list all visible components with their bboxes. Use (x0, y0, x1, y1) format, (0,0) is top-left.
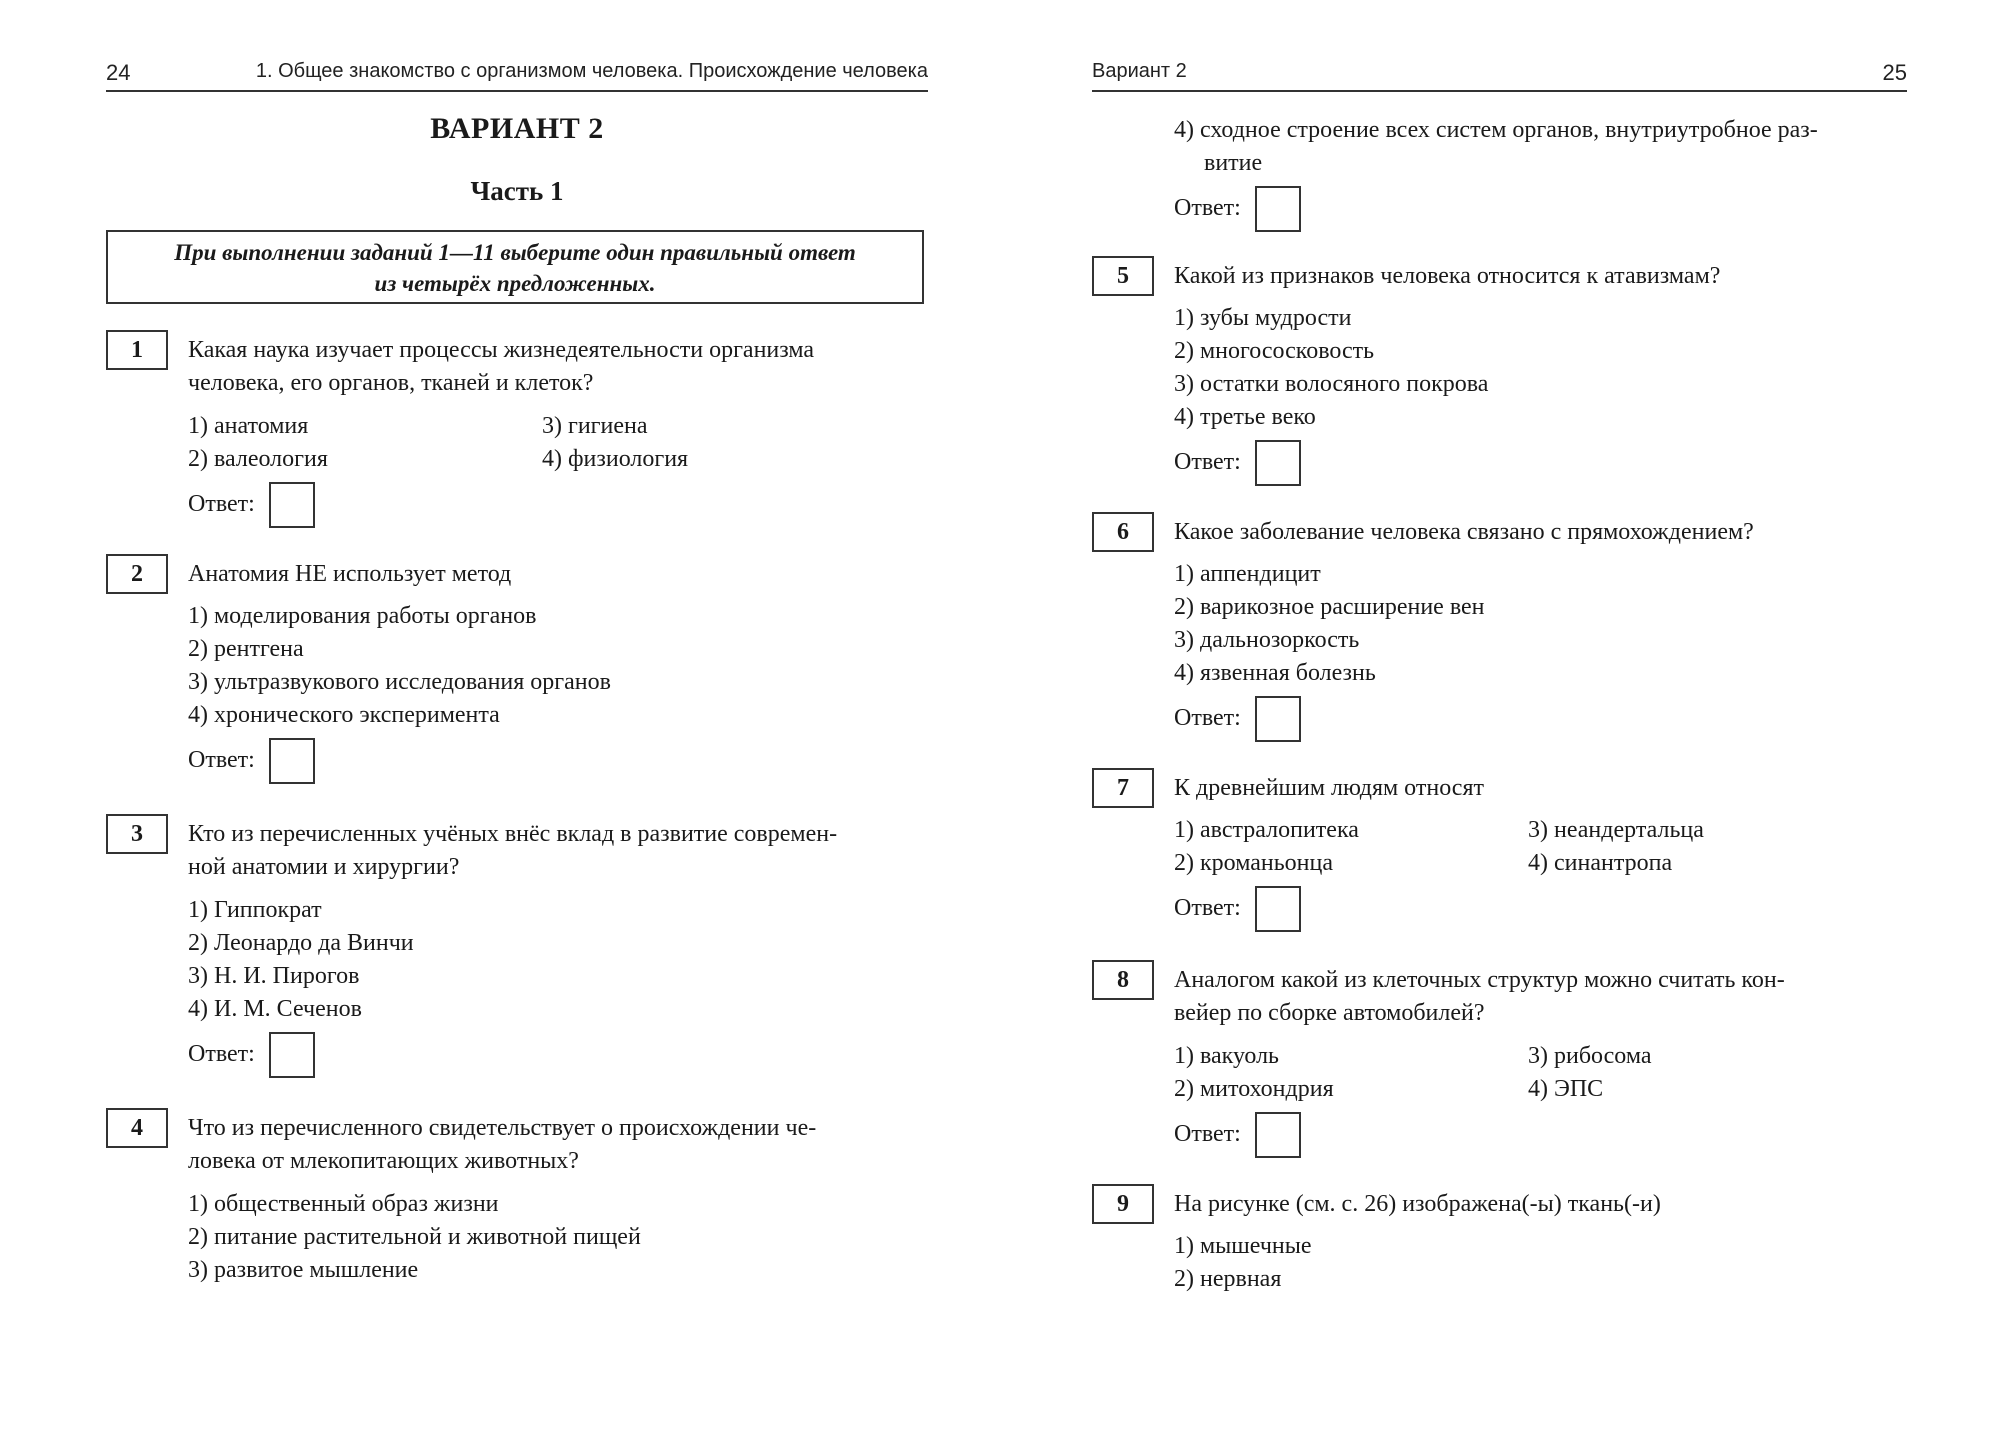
answer-box[interactable] (269, 482, 315, 528)
option[interactable]: 2) нервная (1174, 1266, 1282, 1292)
question-text-line: К древнейшим людям относят (1174, 775, 1484, 801)
question-text (1174, 964, 1922, 1030)
question-number: 9 (1092, 1184, 1154, 1224)
question-text (1174, 260, 1922, 293)
answer-row (188, 1032, 315, 1078)
question-number: 1 (106, 330, 168, 370)
answer-box[interactable] (269, 738, 315, 784)
question-text-line: вейер по сборке автомобилей? (1174, 1000, 1485, 1026)
option[interactable]: 4) И. М. Сеченов (188, 996, 362, 1022)
option[interactable]: 4) синантропа (1528, 850, 1673, 876)
options (188, 894, 936, 1026)
option-continuation: витие (1204, 150, 1263, 176)
answer-row (1174, 696, 1301, 742)
options (188, 600, 936, 732)
answer-label: Ответ: (1174, 195, 1241, 221)
option[interactable]: 3) гигиена (542, 413, 648, 439)
question-8 (1092, 960, 1922, 1147)
question-text (188, 558, 936, 591)
option[interactable]: 2) питание растительной и животной пищей (188, 1224, 641, 1250)
answer-row (188, 482, 315, 528)
page-number: 25 (1882, 60, 1907, 85)
answer-label: Ответ: (1174, 449, 1241, 475)
question-text (1174, 772, 1922, 805)
answer-label: Ответ: (1174, 705, 1241, 731)
answer-row (1174, 1112, 1301, 1158)
option[interactable]: 3) дальнозоркость (1174, 627, 1360, 653)
option[interactable]: 2) митохондрия (1174, 1076, 1334, 1102)
options (1174, 114, 1922, 180)
question-number: 7 (1092, 768, 1154, 808)
answer-row (1174, 186, 1301, 232)
option[interactable]: 2) варикозное расширение вен (1174, 594, 1485, 620)
option[interactable]: 3) ультразвукового исследования органов (188, 669, 611, 695)
options (1174, 558, 1922, 690)
instruction-line: При выполнении заданий 1—11 выберите один правильный ответ (174, 240, 856, 265)
variant-title: ВАРИАНТ 2 (430, 112, 604, 145)
answer-label: Ответ: (188, 747, 255, 773)
option[interactable]: 1) Гиппократ (188, 897, 322, 923)
answer-box[interactable] (1255, 1112, 1301, 1158)
option[interactable]: 3) Н. И. Пирогов (188, 963, 360, 989)
option[interactable]: 2) Леонардо да Винчи (188, 930, 414, 956)
option[interactable]: 4) хронического эксперимента (188, 702, 500, 728)
running-head: Вариант 2 (1092, 60, 1187, 82)
option[interactable]: 2) рентгена (188, 636, 304, 662)
question-text-line: ловека от млекопитающих животных? (188, 1148, 579, 1174)
question-number: 3 (106, 814, 168, 854)
question-text-line: Аналогом какой из клеточных структур можно считать кон- (1174, 967, 1785, 993)
option[interactable]: 3) рибосома (1528, 1043, 1652, 1069)
question-1 (106, 330, 936, 517)
option[interactable]: 4) сходное строение всех систем органов, внутриутробное раз- (1174, 117, 1818, 143)
question-text-line: Анатомия НЕ использует метод (188, 561, 512, 587)
question-text-line: На рисунке (см. с. 26) изображена(-ы) ткань(-и) (1174, 1191, 1661, 1217)
instruction-box (106, 230, 924, 304)
part-title: Часть 1 (470, 176, 564, 206)
question-number: 5 (1092, 256, 1154, 296)
option[interactable]: 1) австралопитека (1174, 817, 1359, 843)
answer-box[interactable] (269, 1032, 315, 1078)
options (1174, 1230, 1922, 1296)
option[interactable]: 3) неандертальца (1528, 817, 1704, 843)
option[interactable]: 1) общественный образ жизни (188, 1191, 499, 1217)
question-text-line: ной анатомии и хирургии? (188, 854, 460, 880)
question-text-line: человека, его органов, тканей и клеток? (188, 370, 594, 396)
option[interactable]: 4) физиология (542, 446, 689, 472)
question-number: 4 (106, 1108, 168, 1148)
question-text (1174, 1188, 1922, 1221)
options (188, 410, 936, 476)
option[interactable]: 4) третье веко (1174, 404, 1316, 430)
question-text (188, 818, 936, 884)
question-number: 6 (1092, 512, 1154, 552)
question-text-line: Какая наука изучает процессы жизнедеятельности организма (188, 337, 815, 363)
option[interactable]: 2) кроманьонца (1174, 850, 1333, 876)
instruction-line: из четырёх предложенных. (374, 271, 656, 296)
answer-row (1174, 886, 1301, 932)
option[interactable]: 3) развитое мышление (188, 1257, 419, 1283)
options (1174, 1040, 1922, 1106)
page-header (106, 56, 928, 92)
question-text (188, 334, 936, 400)
question-number: 2 (106, 554, 168, 594)
question-7 (1092, 768, 1922, 921)
question-text-line: Какой из признаков человека относится к атавизмам? (1174, 263, 1721, 289)
option[interactable]: 4) ЭПС (1528, 1076, 1604, 1102)
answer-row (188, 738, 315, 784)
question-number: 8 (1092, 960, 1154, 1000)
running-head: 1. Общее знакомство с организмом человека. Происхождение человека (255, 60, 928, 82)
options (1174, 302, 1922, 434)
answer-box[interactable] (1255, 886, 1301, 932)
question-text (188, 1112, 936, 1178)
right-page (1000, 0, 2000, 1441)
option[interactable]: 1) моделирования работы органов (188, 603, 537, 629)
page-number: 24 (106, 60, 131, 85)
question-text (1174, 516, 1922, 549)
answer-box[interactable] (1255, 696, 1301, 742)
answer-label: Ответ: (188, 1041, 255, 1067)
answer-label: Ответ: (1174, 1121, 1241, 1147)
question-text-line: Кто из перечисленных учёных внёс вклад в развитие современ- (188, 821, 838, 847)
option[interactable]: 2) многососковость (1174, 338, 1375, 364)
answer-label: Ответ: (188, 491, 255, 517)
header-rule (106, 90, 928, 92)
question-text-line: Какое заболевание человека связано с прямохождением? (1174, 519, 1754, 545)
page-header (1092, 56, 1907, 92)
answer-label: Ответ: (1174, 895, 1241, 921)
option[interactable]: 1) анатомия (188, 413, 309, 439)
option[interactable]: 1) зубы мудрости (1174, 305, 1352, 331)
options (188, 1188, 936, 1287)
option[interactable]: 2) валеология (188, 446, 328, 472)
answer-box[interactable] (1255, 440, 1301, 486)
option[interactable]: 4) язвенная болезнь (1174, 660, 1376, 686)
question-text-line: Что из перечисленного свидетельствует о происхождении че- (188, 1115, 817, 1141)
header-rule (1092, 90, 1907, 92)
options (1174, 814, 1922, 880)
answer-row (1174, 440, 1301, 486)
option[interactable]: 3) остатки волосяного покрова (1174, 371, 1489, 397)
option[interactable]: 1) мышечные (1174, 1233, 1312, 1259)
option[interactable]: 1) аппендицит (1174, 561, 1321, 587)
answer-box[interactable] (1255, 186, 1301, 232)
option[interactable]: 1) вакуоль (1174, 1043, 1279, 1069)
